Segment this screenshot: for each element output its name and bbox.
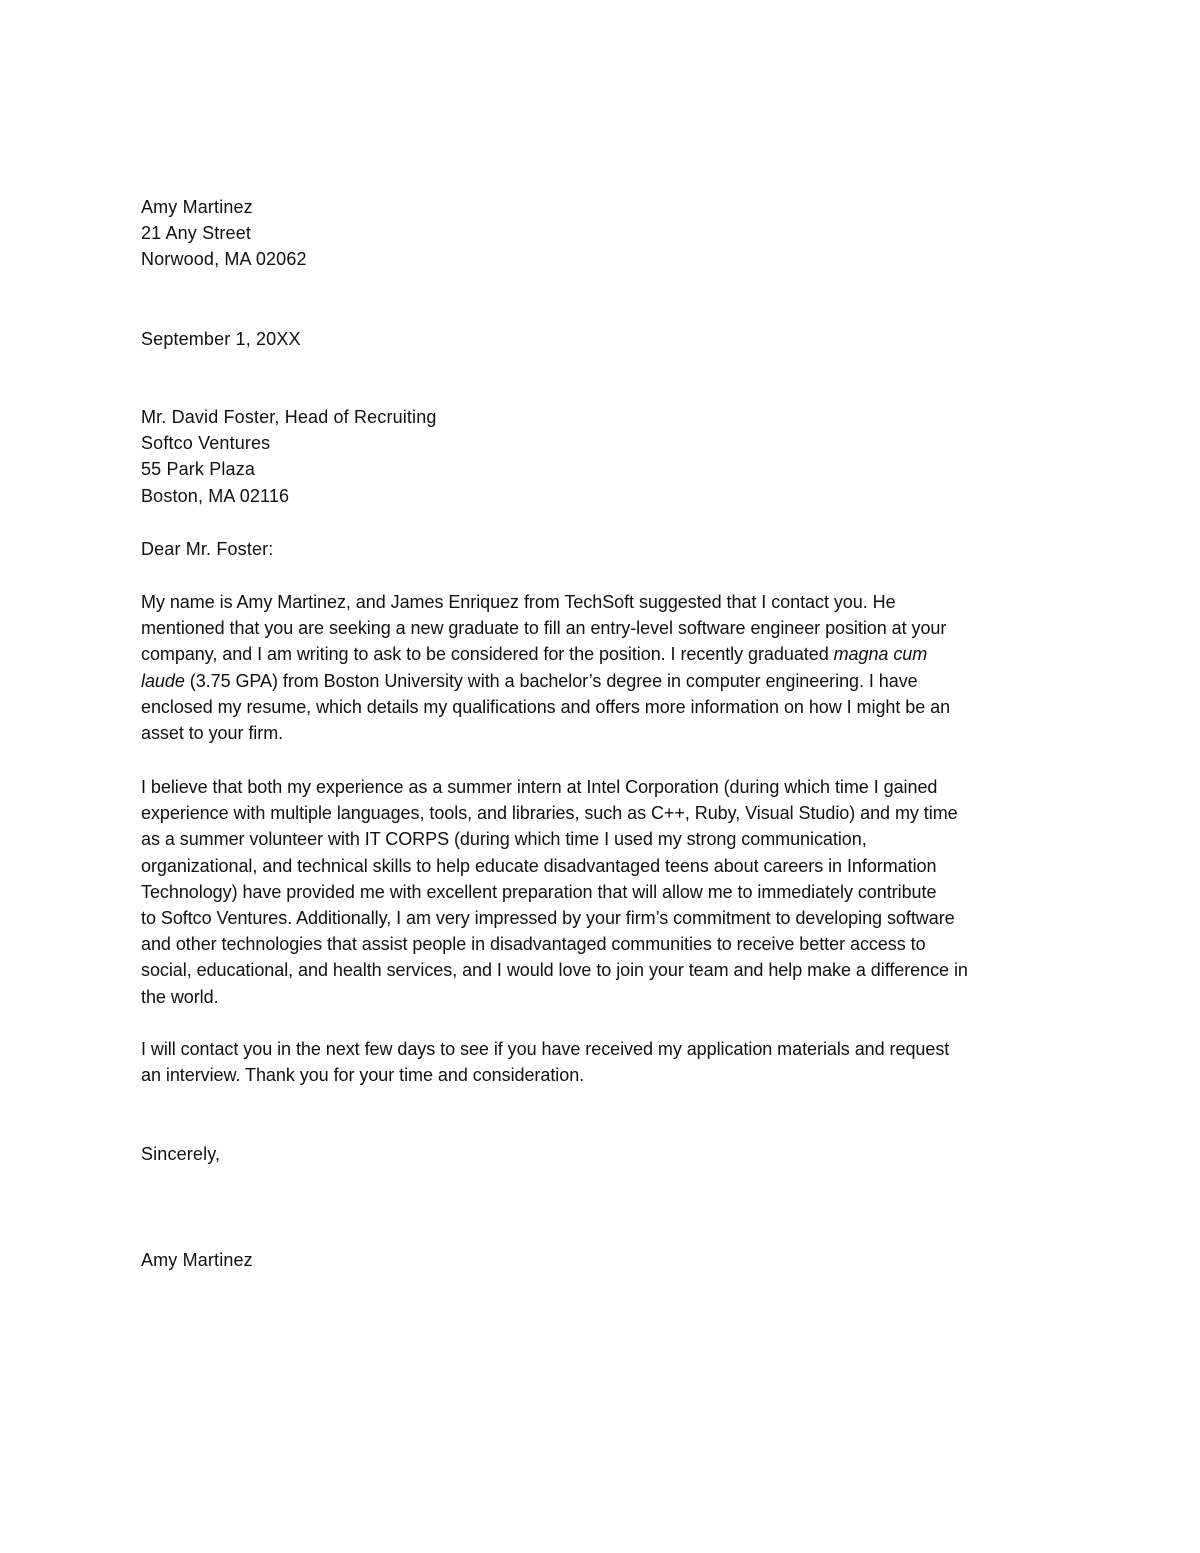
- recipient-city: Boston, MA 02116: [141, 485, 290, 506]
- paragraph-2: [141, 774, 968, 1010]
- italic-honor: laude: [141, 670, 185, 691]
- paragraph-line: an interview. Thank you for your time and consideration.: [141, 1065, 585, 1086]
- signature-block: [141, 1247, 253, 1273]
- paragraph-line: as a summer volunteer with IT CORPS (during which time I used my strong communication,: [141, 829, 867, 850]
- paragraph-line: to Softco Ventures. Additionally, I am very impressed by your firm’s commitment to developing software: [141, 907, 955, 928]
- recipient-name: Mr. David Foster, Head of Recruiting: [141, 407, 437, 427]
- salutation: Dear Mr. Foster:: [141, 539, 274, 559]
- sender-street: 21 Any Street: [141, 223, 252, 244]
- paragraph-line: asset to your firm.: [141, 722, 284, 743]
- paragraph-line: I will contact you in the next few days to see if you have received my application materials and request: [141, 1039, 950, 1059]
- sender-address: [141, 194, 307, 273]
- recipient-address: [141, 404, 437, 509]
- letter-date: September 1, 20XX: [141, 329, 301, 349]
- closing: Sincerely,: [141, 1144, 221, 1164]
- sender-name: Amy Martinez: [141, 197, 253, 217]
- paragraph-line: and other technologies that assist people in disadvantaged communities to receive better access to: [141, 934, 926, 955]
- paragraph-text: company, and I am writing to ask to be considered for the position. I recently graduated: [141, 644, 834, 665]
- paragraph-line: experience with multiple languages, tools, and libraries, such as C++, Ruby, Visual Studio) and my time: [141, 803, 958, 824]
- paragraph-line: My name is Amy Martinez, and James Enriquez from TechSoft suggested that I contact you. He: [141, 592, 896, 612]
- letter-date-block: [141, 326, 301, 352]
- recipient-street: 55 Park Plaza: [141, 459, 256, 480]
- paragraph-line: enclosed my resume, which details my qualifications and offers more information on how I might be an: [141, 696, 951, 717]
- paragraph-text: (3.75 GPA) from Boston University with a bachelor’s degree in computer engineering. I have: [189, 670, 918, 691]
- paragraph-line: I believe that both my experience as a summer intern at Intel Corporation (during which time I gained: [141, 777, 938, 797]
- paragraph-line: organizational, and technical skills to help educate disadvantaged teens about careers in Information: [141, 855, 937, 876]
- paragraph-line: Technology) have provided me with excellent preparation that will allow me to immediately contribute: [141, 881, 937, 902]
- paragraph-line: social, educational, and health services, and I would love to join your team and help make a difference in: [141, 960, 968, 981]
- paragraph-line: [141, 641, 950, 667]
- paragraph-line: the world.: [141, 986, 219, 1007]
- paragraph-line: mentioned that you are seeking a new graduate to fill an entry-level software engineer position at your: [141, 618, 947, 639]
- paragraph-1: [141, 589, 950, 746]
- italic-honor: magna cum: [833, 644, 928, 665]
- closing-block: [141, 1141, 220, 1167]
- paragraph-3: [141, 1036, 949, 1088]
- signature-name: Amy Martinez: [141, 1250, 253, 1270]
- recipient-company: Softco Ventures: [141, 433, 271, 454]
- paragraph-line: [141, 668, 950, 694]
- sender-city: Norwood, MA 02062: [141, 249, 307, 270]
- salutation-block: [141, 536, 273, 562]
